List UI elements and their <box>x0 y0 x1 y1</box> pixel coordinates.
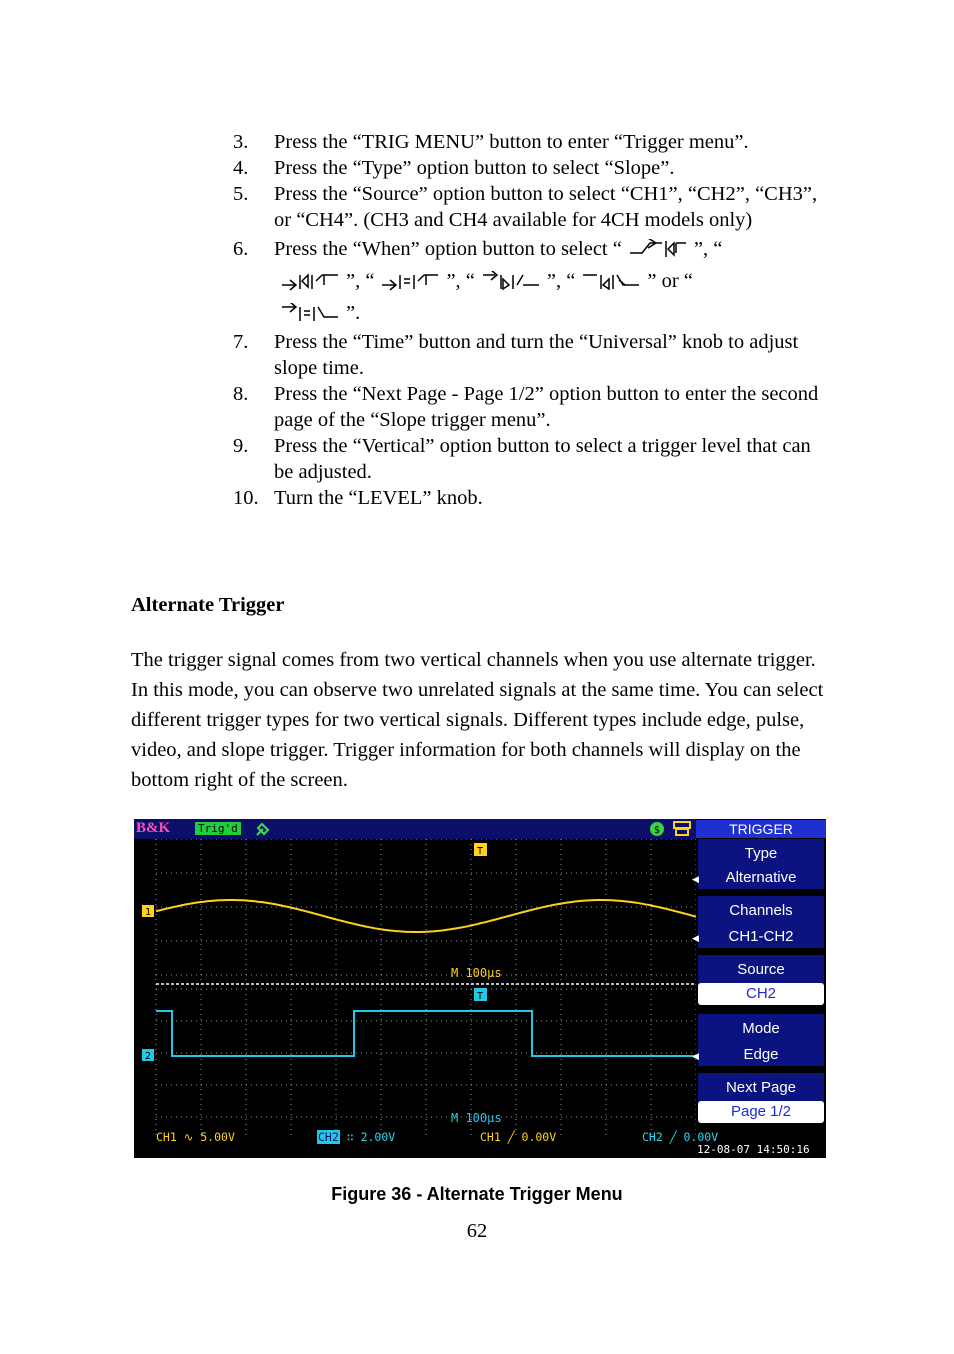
ch2-name-badge: CH2 <box>318 1130 339 1144</box>
step-text: Turn the “LEVEL” knob. <box>274 487 483 509</box>
menu-source-button[interactable]: Source <box>698 955 824 985</box>
step-number: 8. <box>233 383 249 405</box>
trigger-status-badge: Trig'd <box>195 822 241 835</box>
step-text: Press the “Time” button and turn the “Universal” knob to adjust slope time. <box>274 331 799 379</box>
instruction-list <box>233 129 823 511</box>
select-arrow-icon: ◀ <box>692 933 699 943</box>
step-text: Press the “When” option button to select “ <box>274 238 622 260</box>
step-item <box>233 329 823 381</box>
menu-channels-button[interactable]: Channels <box>698 896 824 926</box>
step-item <box>233 433 823 485</box>
menu-next-page-button[interactable]: Next Page <box>698 1073 824 1103</box>
slope-fall-greater-icon <box>481 271 541 293</box>
ch1-marker-label: 1 <box>144 907 152 918</box>
step-number: 7. <box>233 331 249 353</box>
menu-channels-value[interactable]: CH1-CH2 <box>698 926 824 948</box>
step-item <box>233 381 823 433</box>
ch1-trigger-readout: CH1 ╱ 0.00V <box>480 1130 557 1144</box>
body-paragraph: The trigger signal comes from two vertical channels when you use alternate trigger. In this mode, you can observe two unrelated signals at the same time. You can select different trigger types for two vertical signals. Different types include edge, pulse, video, and slope trigger. Trigger information for both channels will display on the bottom right of the screen. <box>131 649 824 791</box>
menu-mode-button[interactable]: Mode <box>698 1014 824 1044</box>
step-number: 6. <box>233 238 249 260</box>
step-text: Press the “TRIG MENU” button to enter “Trigger menu”. <box>274 131 749 153</box>
menu-mode-value[interactable]: Edge <box>698 1044 824 1066</box>
ch1-scale-readout: CH1 ∿ 5.00V <box>156 1130 235 1144</box>
step-item <box>233 181 823 233</box>
printer-icon <box>672 821 692 837</box>
ch2-scale-readout: CH2 ∷ 2.00V <box>318 1130 396 1144</box>
step-item <box>233 129 823 155</box>
waveform-display <box>134 839 696 1139</box>
select-arrow-icon: ◀ <box>692 874 699 884</box>
figure-caption: Figure 36 - Alternate Trigger Menu <box>331 1184 623 1204</box>
slope-rise-less-icon <box>280 271 340 293</box>
step-item: 6. Press the “When” option button to select “ ”, “ ”, “ ”, “ ”, “ ” or “ ”. <box>233 233 823 329</box>
brand-logo: B&K <box>136 820 171 836</box>
slope-fall-less-icon <box>581 271 641 293</box>
step-number: 10. <box>233 487 259 509</box>
trigger-marker-label: T <box>476 991 484 1002</box>
step-number: 3. <box>233 131 249 153</box>
trigger-marker-label: T <box>476 846 484 857</box>
timebase-bottom: M 100μs <box>451 1111 502 1125</box>
usb-icon <box>648 821 666 837</box>
trigger-menu-panel <box>692 819 826 1158</box>
menu-type-value[interactable]: Alternative <box>698 867 824 889</box>
step-text: Press the “Source” option button to select “CH1”, “CH2”, “CH3”, or “CH4”. (CH3 and CH4 available for 4CH models only) <box>274 183 818 231</box>
step-text: Press the “Next Page - Page 1/2” option button to enter the second page of the “Slope trigger menu”. <box>274 383 819 431</box>
slope-rise-equal-icon <box>380 271 440 293</box>
menu-next-page-value[interactable]: Page 1/2 <box>698 1101 824 1123</box>
step-text: Press the “Type” option button to select “Slope”. <box>274 157 675 179</box>
page-number: 62 <box>466 1220 488 1242</box>
step-item <box>233 155 823 181</box>
slope-rise-greater-icon <box>628 239 688 261</box>
step-item <box>233 485 823 511</box>
step-number: 5. <box>233 183 249 205</box>
step-number: 4. <box>233 157 249 179</box>
slope-fall-equal-icon <box>280 303 340 325</box>
svg-text:$: $ <box>653 825 661 836</box>
menu-source-value[interactable]: CH2 <box>698 983 824 1005</box>
ch2-trigger-readout: CH2 ╱ 0.00V <box>642 1130 719 1144</box>
timebase-top: M 100μs <box>451 966 502 980</box>
menu-type-button[interactable]: Type <box>698 839 824 869</box>
select-arrow-icon: ◀ <box>692 1051 699 1061</box>
ch2-marker-label: 2 <box>144 1051 152 1062</box>
probe-icon <box>254 820 272 838</box>
menu-title: TRIGGER <box>696 820 826 838</box>
oscilloscope-screenshot <box>134 819 826 1158</box>
step-number: 9. <box>233 435 249 457</box>
section-heading: Alternate Trigger <box>131 594 285 616</box>
step-text: Press the “Vertical” option button to select a trigger level that can be adjusted. <box>274 435 811 483</box>
timestamp: 12-08-07 14:50:16 <box>697 1143 810 1156</box>
